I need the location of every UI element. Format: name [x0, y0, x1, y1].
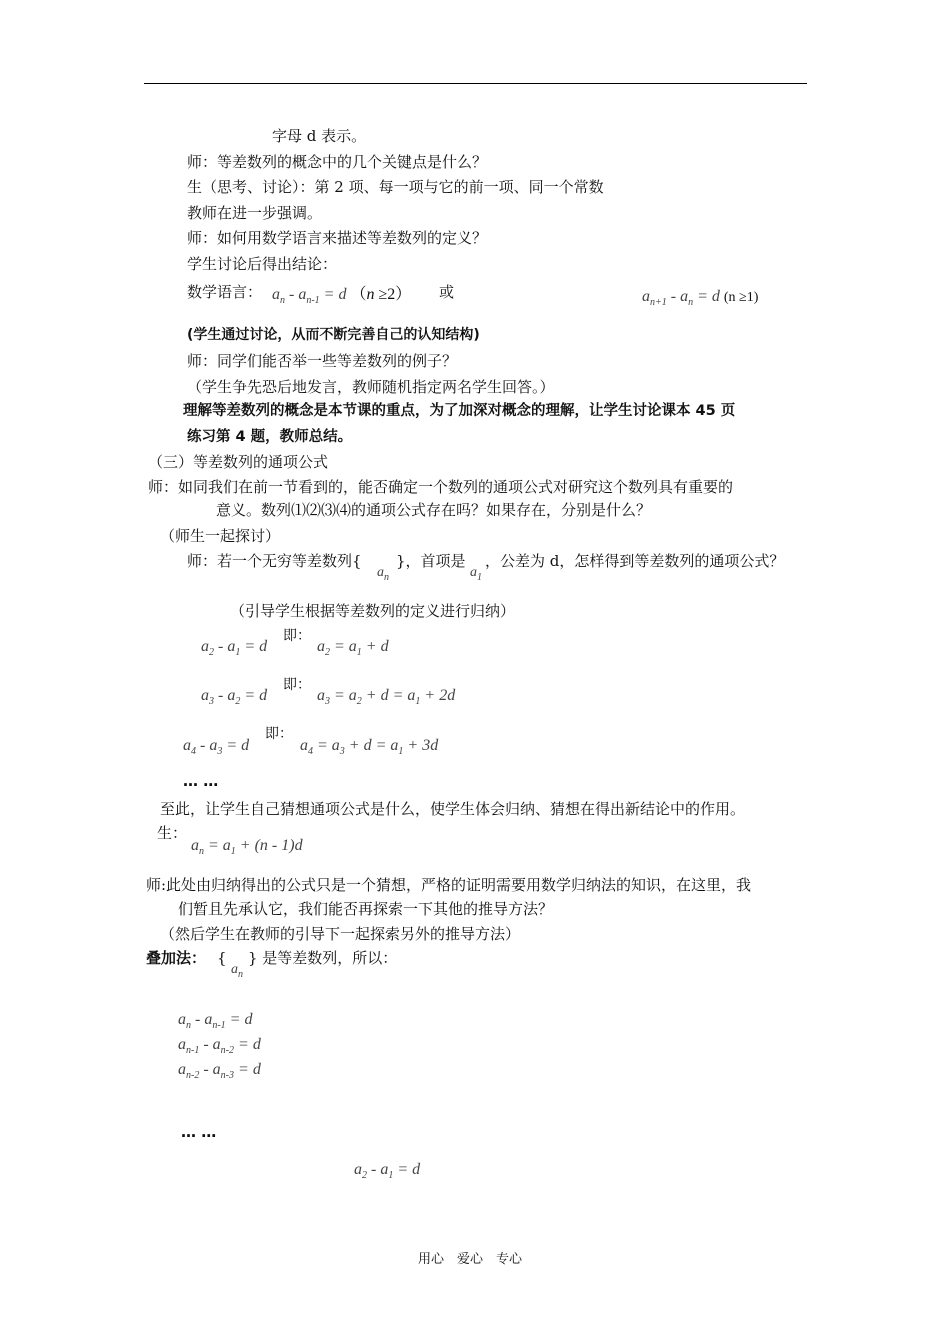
text-line: 生（思考、讨论）：第 2 项、每一项与它的前一项、同一个常数: [187, 178, 604, 196]
formula-general-term: $a_n = a_1 + (n - 1)d$: [191, 837, 303, 858]
formula-sum-1: $a_n - a_{n-1} = d$: [178, 1011, 253, 1032]
text-line: 字母 d 表示。: [272, 127, 367, 145]
text-line: 至此，让学生自己猜想通项公式是什么，使学生体会归纳、猜想在得出新结论中的作用。: [160, 800, 746, 818]
formula-an: $a_n$: [377, 565, 389, 583]
formula-step-1: $a_2 - a_1 = d$: [201, 638, 268, 659]
text-line: 师：等差数列的概念中的几个关键点是什么？: [187, 153, 488, 171]
text-line: 们暂且先承认它，我们能否再探索一下其他的推导方法？: [178, 900, 554, 918]
formula-step-2: $a_3 - a_2 = d$: [201, 687, 268, 708]
or-word: 或: [439, 283, 455, 301]
formula-sum-last: $a_2 - a_1 = d$: [354, 1161, 421, 1182]
formula-step-2-result: $a_3 = a_2 + d = a_1 + 2d$: [317, 687, 456, 708]
formula-sum-2: $a_{n-1} - a_{n-2} = d$: [178, 1036, 261, 1057]
text-line: ，公差为 d，怎样得到等差数列的通项公式？: [485, 552, 785, 570]
text-line: 生：: [157, 824, 188, 842]
text-line: 师：同学们能否举一些等差数列的例子？: [187, 352, 458, 370]
formula-a1: $a_1$: [470, 565, 482, 583]
page-footer: 用心 爱心 专心: [418, 1252, 523, 1267]
brace-open: {: [217, 949, 227, 967]
text-line: 师:此处由归纳得出的公式只是一个猜想，严格的证明需要用数学归纳法的知识，在这里，我: [146, 876, 752, 894]
text-line: }，首项是: [396, 552, 466, 570]
ji-label: 即：: [265, 726, 293, 742]
bold-note: (学生通过讨论，从而不断完善自己的认知结构): [187, 327, 480, 343]
formula-sum-3: $a_{n-2} - a_{n-3} = d$: [178, 1061, 261, 1082]
text-line: 学生讨论后得出结论：: [187, 255, 338, 273]
ellipsis: … …: [183, 772, 219, 790]
ji-label: 即：: [283, 628, 311, 644]
text-line: 师：如何用数学语言来描述等差数列的定义？: [187, 229, 488, 247]
formula-step-1-result: $a_2 = a_1 + d$: [317, 638, 389, 659]
header-rule: [144, 83, 807, 84]
bold-key-point: 理解等差数列的概念是本节课的重点，为了加深对概念的理解，让学生讨论课本 45 页: [183, 403, 736, 419]
text-line: （师生一起探讨）: [160, 527, 281, 545]
text-line: （然后学生在教师的引导下一起探索另外的推导方法）: [160, 925, 521, 943]
section-heading: （三）等差数列的通项公式: [148, 453, 329, 471]
formula-definition-2: $a_{n+1} - a_n = d$ (n ≥1): [642, 288, 759, 309]
formula-step-3-result: $a_4 = a_3 + d = a_1 + 3d$: [300, 737, 439, 758]
math-language-label: 数学语言：: [187, 283, 263, 301]
addition-method-label: 叠加法：: [146, 949, 207, 967]
text-line: } 是等差数列，所以：: [248, 949, 398, 967]
ellipsis: … …: [181, 1123, 217, 1141]
text-line: 师：若一个无穷等差数列{: [187, 552, 362, 570]
text-line: 意义。数列⑴⑵⑶⑷的通项公式存在吗？如果存在，分别是什么？: [216, 501, 652, 519]
formula-an: $a_n$: [231, 962, 243, 980]
formula-definition-1: $a_n - a_{n-1} = d$ （n ≥2）: [272, 286, 412, 307]
bold-key-point: 练习第 4 题，教师总结。: [187, 429, 353, 445]
text-line: 教师在进一步强调。: [187, 204, 323, 222]
ji-label: 即：: [283, 677, 311, 693]
text-line: （引导学生根据等差数列的定义进行归纳）: [230, 602, 516, 620]
formula-step-3: $a_4 - a_3 = d$: [183, 737, 250, 758]
text-line: 师：如同我们在前一节看到的，能否确定一个数列的通项公式对研究这个数列具有重要的: [148, 478, 734, 496]
text-line: （学生争先恐后地发言，教师随机指定两名学生回答。）: [187, 378, 555, 396]
